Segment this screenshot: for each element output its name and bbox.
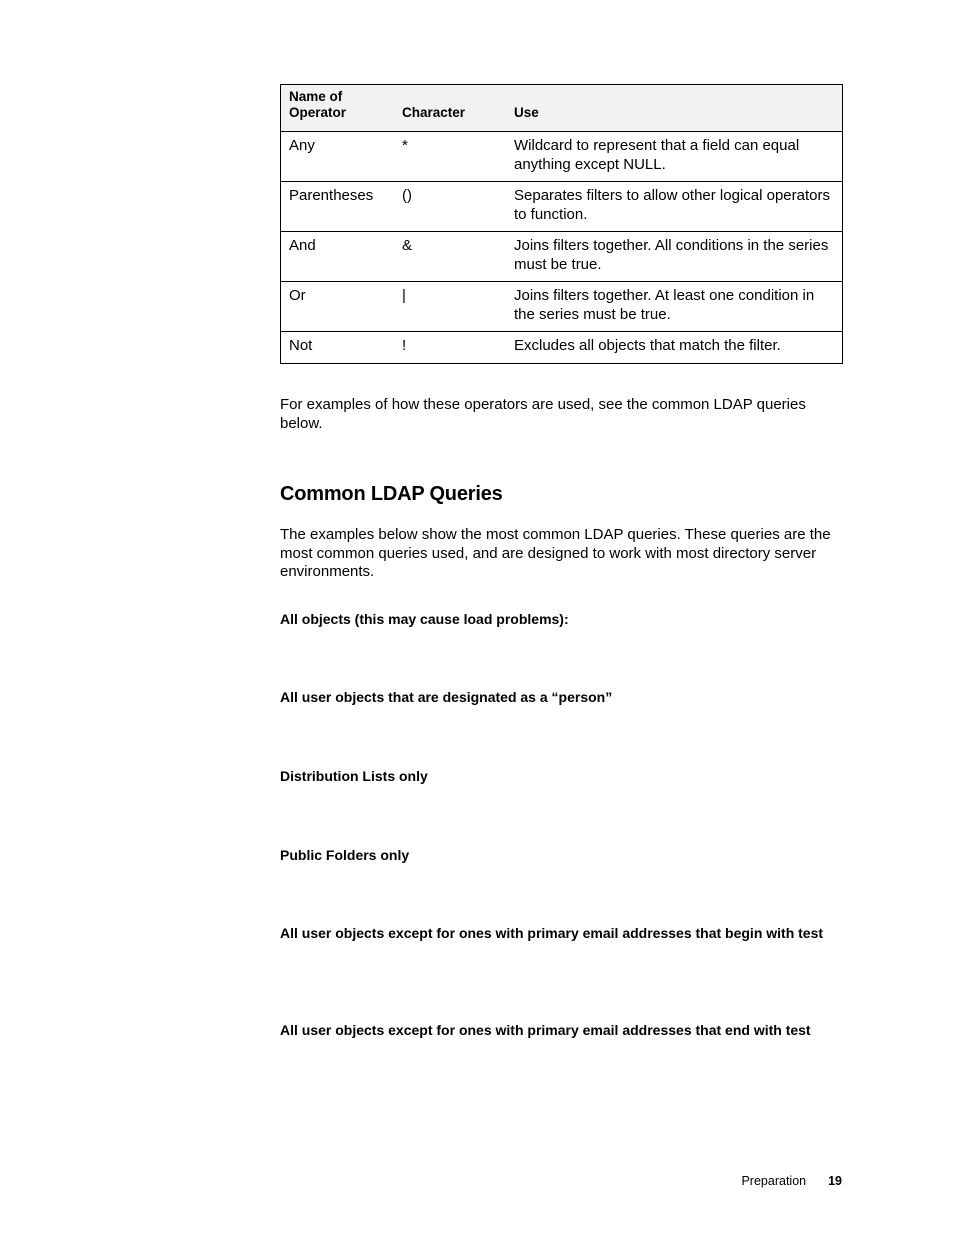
footer-section-name: Preparation [741,1174,807,1188]
query-heading-person: All user objects that are designated as a “person” [280,689,613,705]
page-footer [0,1174,842,1188]
operator-name: Any [289,137,315,154]
operators-table [280,84,843,364]
query-heading-distribution-lists: Distribution Lists only [280,768,428,784]
table-row [281,232,843,282]
operator-character: & [402,237,413,254]
operator-name: Parentheses [289,187,374,204]
header-name-of-operator: Name of Operator [289,89,347,120]
query-heading-all-objects: All objects (this may cause load problems): [280,611,569,627]
operator-name: Not [289,337,313,354]
operator-character: () [402,187,412,204]
section-heading: Common LDAP Queries [280,483,503,505]
page-content [280,84,843,1038]
intro-paragraph: For examples of how these operators are used, see the common LDAP queries below. [280,396,806,432]
operator-use: Joins filters together. All conditions in the series must be true. [514,237,829,273]
operator-use: Separates filters to allow other logical operators to function. [514,187,830,223]
query-heading-end-with-test: All user objects except for ones with primary email addresses that end with test [280,1022,811,1038]
table-row [281,182,843,232]
table-row [281,332,843,364]
operator-name: Or [289,287,306,304]
table-row [281,282,843,332]
header-character: Character [402,105,466,120]
table-row [281,132,843,182]
header-use: Use [514,105,539,120]
query-heading-begin-with-test: All user objects except for ones with primary email addresses that begin with test [280,925,824,941]
operator-character: | [402,287,406,304]
operator-character: * [402,137,408,154]
query-heading-public-folders: Public Folders only [280,847,410,863]
operator-use: Excludes all objects that match the filter. [514,337,781,354]
table-header-row [281,85,843,132]
operator-character: ! [402,337,407,354]
page-number: 19 [828,1174,842,1188]
operator-use: Wildcard to represent that a field can equal anything except NULL. [514,137,800,173]
operator-name: And [289,237,316,254]
operator-use: Joins filters together. At least one condition in the series must be true. [514,287,815,323]
section-description: The examples below show the most common LDAP queries. These queries are the most common queries used, and are designed to work with most directory server environments. [280,526,831,580]
